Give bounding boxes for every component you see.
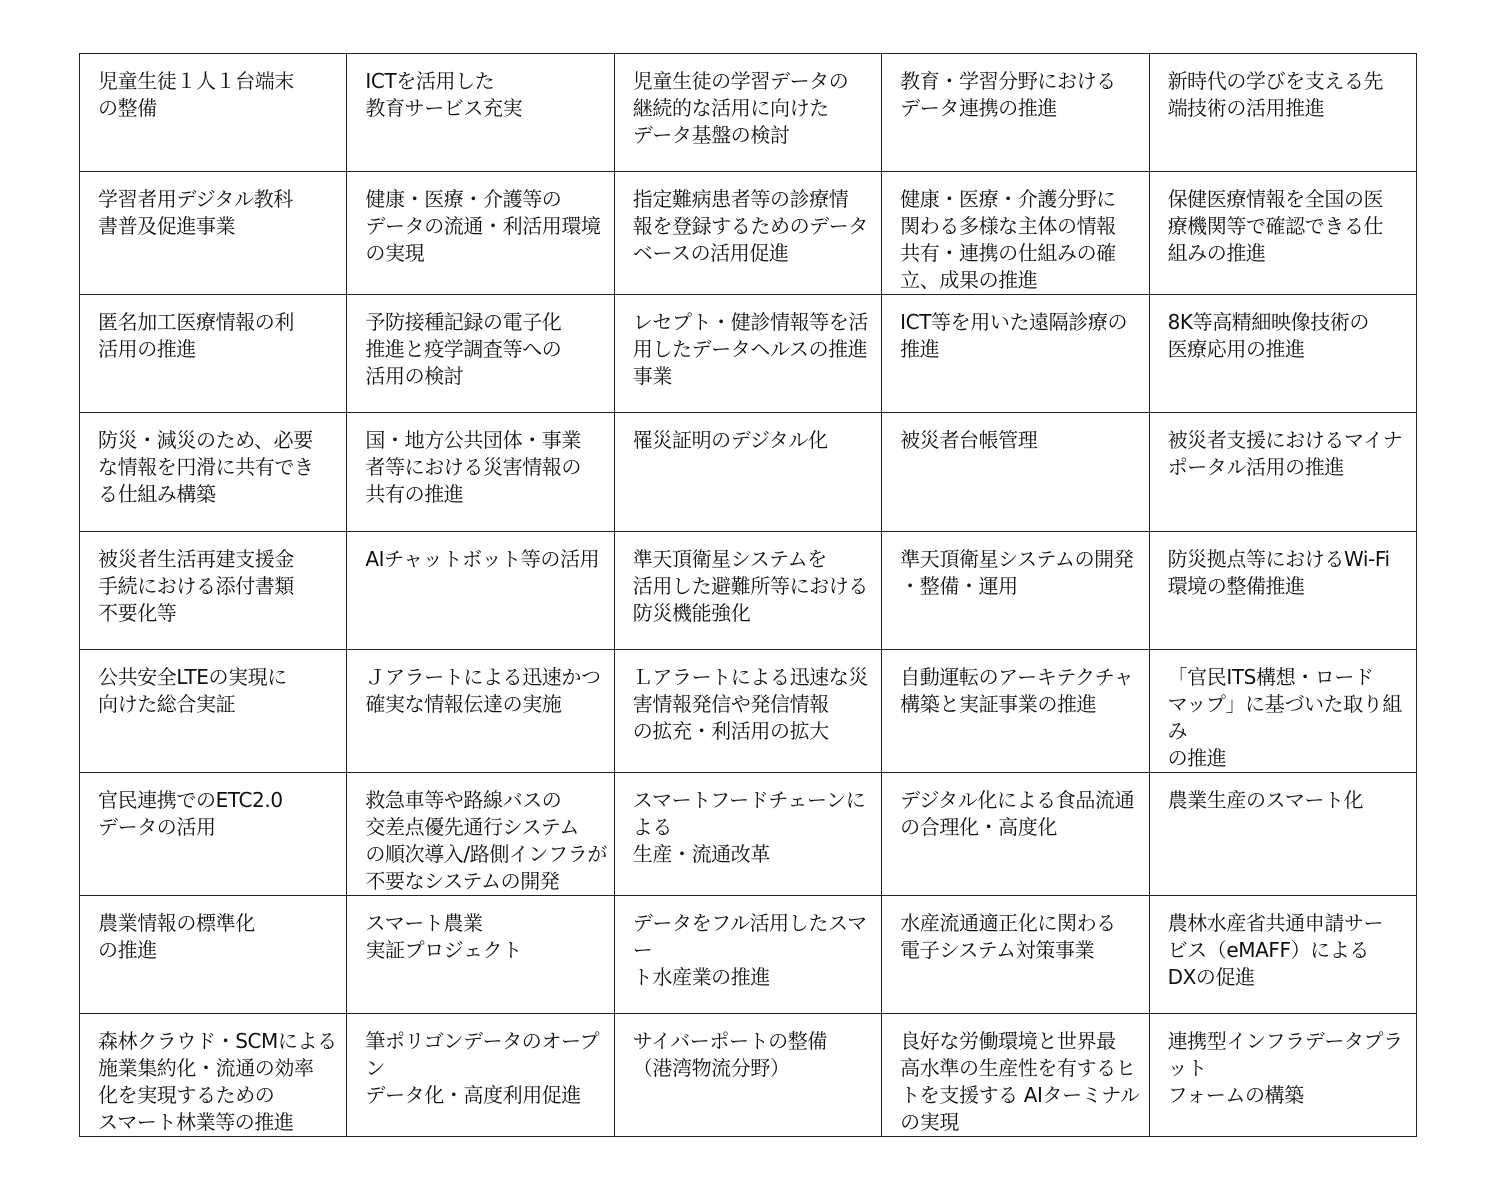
table-cell: 予防接種記録の電子化 推進と疫学調査等への 活用の検討 bbox=[347, 295, 614, 413]
table-cell: ICTを活用した 教育サービス充実 bbox=[347, 54, 614, 172]
table-cell: 準天頂衛星システムを 活用した避難所等における 防災機能強化 bbox=[614, 532, 881, 650]
table-cell: 教育・学習分野における データ連携の推進 bbox=[882, 54, 1149, 172]
table-row bbox=[80, 896, 1417, 1014]
table-cell: 良好な労働環境と世界最 高水準の生産性を有するヒ トを支援する AIターミナル の実現 bbox=[882, 1014, 1149, 1137]
table-row bbox=[80, 1014, 1417, 1137]
table-cell: 指定難病患者等の診療情 報を登録するためのデータ ベースの活用促進 bbox=[614, 172, 881, 295]
table-cell: 救急車等や路線バスの 交差点優先通行システム の順次導入/路側インフラが 不要なシステムの開発 bbox=[347, 773, 614, 896]
table-cell: 農林水産省共通申請サー ビス（eMAFF）による DXの促進 bbox=[1149, 896, 1416, 1014]
table-row bbox=[80, 532, 1417, 650]
table-cell: 被災者台帳管理 bbox=[882, 413, 1149, 532]
table-cell: AIチャットボット等の活用 bbox=[347, 532, 614, 650]
table-cell: 匿名加工医療情報の利 活用の推進 bbox=[80, 295, 347, 413]
table-cell: 防災拠点等におけるWi-Fi 環境の整備推進 bbox=[1149, 532, 1416, 650]
table-cell: 新時代の学びを支える先 端技術の活用推進 bbox=[1149, 54, 1416, 172]
table-cell: 自動運転のアーキテクチャ 構築と実証事業の推進 bbox=[882, 650, 1149, 773]
table-cell: 準天頂衛星システムの開発 ・整備・運用 bbox=[882, 532, 1149, 650]
initiatives-table bbox=[79, 53, 1417, 1137]
table-cell: 健康・医療・介護等の データの流通・利活用環境 の実現 bbox=[347, 172, 614, 295]
table-cell: 8K等高精細映像技術の 医療応用の推進 bbox=[1149, 295, 1416, 413]
table-cell: Ｊアラートによる迅速かつ 確実な情報伝達の実施 bbox=[347, 650, 614, 773]
table-row bbox=[80, 773, 1417, 896]
table-cell: 保健医療情報を全国の医 療機関等で確認できる仕 組みの推進 bbox=[1149, 172, 1416, 295]
table-cell: 健康・医療・介護分野に 関わる多様な主体の情報 共有・連携の仕組みの確 立、成果の推進 bbox=[882, 172, 1149, 295]
table-row bbox=[80, 54, 1417, 172]
table-cell: 学習者用デジタル教科 書普及促進事業 bbox=[80, 172, 347, 295]
table-cell: 国・地方公共団体・事業 者等における災害情報の 共有の推進 bbox=[347, 413, 614, 532]
table-cell: Ｌアラートによる迅速な災 害情報発信や発信情報 の拡充・利活用の拡大 bbox=[614, 650, 881, 773]
table-row bbox=[80, 650, 1417, 773]
table-cell: 児童生徒の学習データの 継続的な活用に向けた データ基盤の検討 bbox=[614, 54, 881, 172]
table-cell: 連携型インフラデータプラット フォームの構築 bbox=[1149, 1014, 1416, 1137]
table-cell: データをフル活用したスマー ト水産業の推進 bbox=[614, 896, 881, 1014]
table-cell: 被災者生活再建支援金 手続における添付書類 不要化等 bbox=[80, 532, 347, 650]
table-cell: 公共安全LTEの実現に 向けた総合実証 bbox=[80, 650, 347, 773]
table-cell: スマート農業 実証プロジェクト bbox=[347, 896, 614, 1014]
table-cell: 被災者支援におけるマイナ ポータル活用の推進 bbox=[1149, 413, 1416, 532]
table-cell: 罹災証明のデジタル化 bbox=[614, 413, 881, 532]
table-cell: サイバーポートの整備 （港湾物流分野） bbox=[614, 1014, 881, 1137]
table-cell: 官民連携でのETC2.0 データの活用 bbox=[80, 773, 347, 896]
table-cell: 防災・減災のため、必要 な情報を円滑に共有でき る仕組み構築 bbox=[80, 413, 347, 532]
table-cell: 筆ポリゴンデータのオープン データ化・高度利用促進 bbox=[347, 1014, 614, 1137]
table-cell: 水産流通適正化に関わる 電子システム対策事業 bbox=[882, 896, 1149, 1014]
table-cell: 児童生徒１人１台端末 の整備 bbox=[80, 54, 347, 172]
table-row bbox=[80, 295, 1417, 413]
table-cell: 農業生産のスマート化 bbox=[1149, 773, 1416, 896]
table-cell: デジタル化による食品流通 の合理化・高度化 bbox=[882, 773, 1149, 896]
table-cell: 「官民ITS構想・ロード マップ」に基づいた取り組み の推進 bbox=[1149, 650, 1416, 773]
table-cell: 農業情報の標準化 の推進 bbox=[80, 896, 347, 1014]
table-cell: ICT等を用いた遠隔診療の 推進 bbox=[882, 295, 1149, 413]
table-cell: レセプト・健診情報等を活 用したデータヘルスの推進 事業 bbox=[614, 295, 881, 413]
initiatives-table-body bbox=[80, 54, 1417, 1137]
table-row bbox=[80, 413, 1417, 532]
table-cell: スマートフードチェーンによる 生産・流通改革 bbox=[614, 773, 881, 896]
table-cell: 森林クラウド・SCMによる 施業集約化・流通の効率 化を実現するための スマート林業等の推進 bbox=[80, 1014, 347, 1137]
table-row bbox=[80, 172, 1417, 295]
